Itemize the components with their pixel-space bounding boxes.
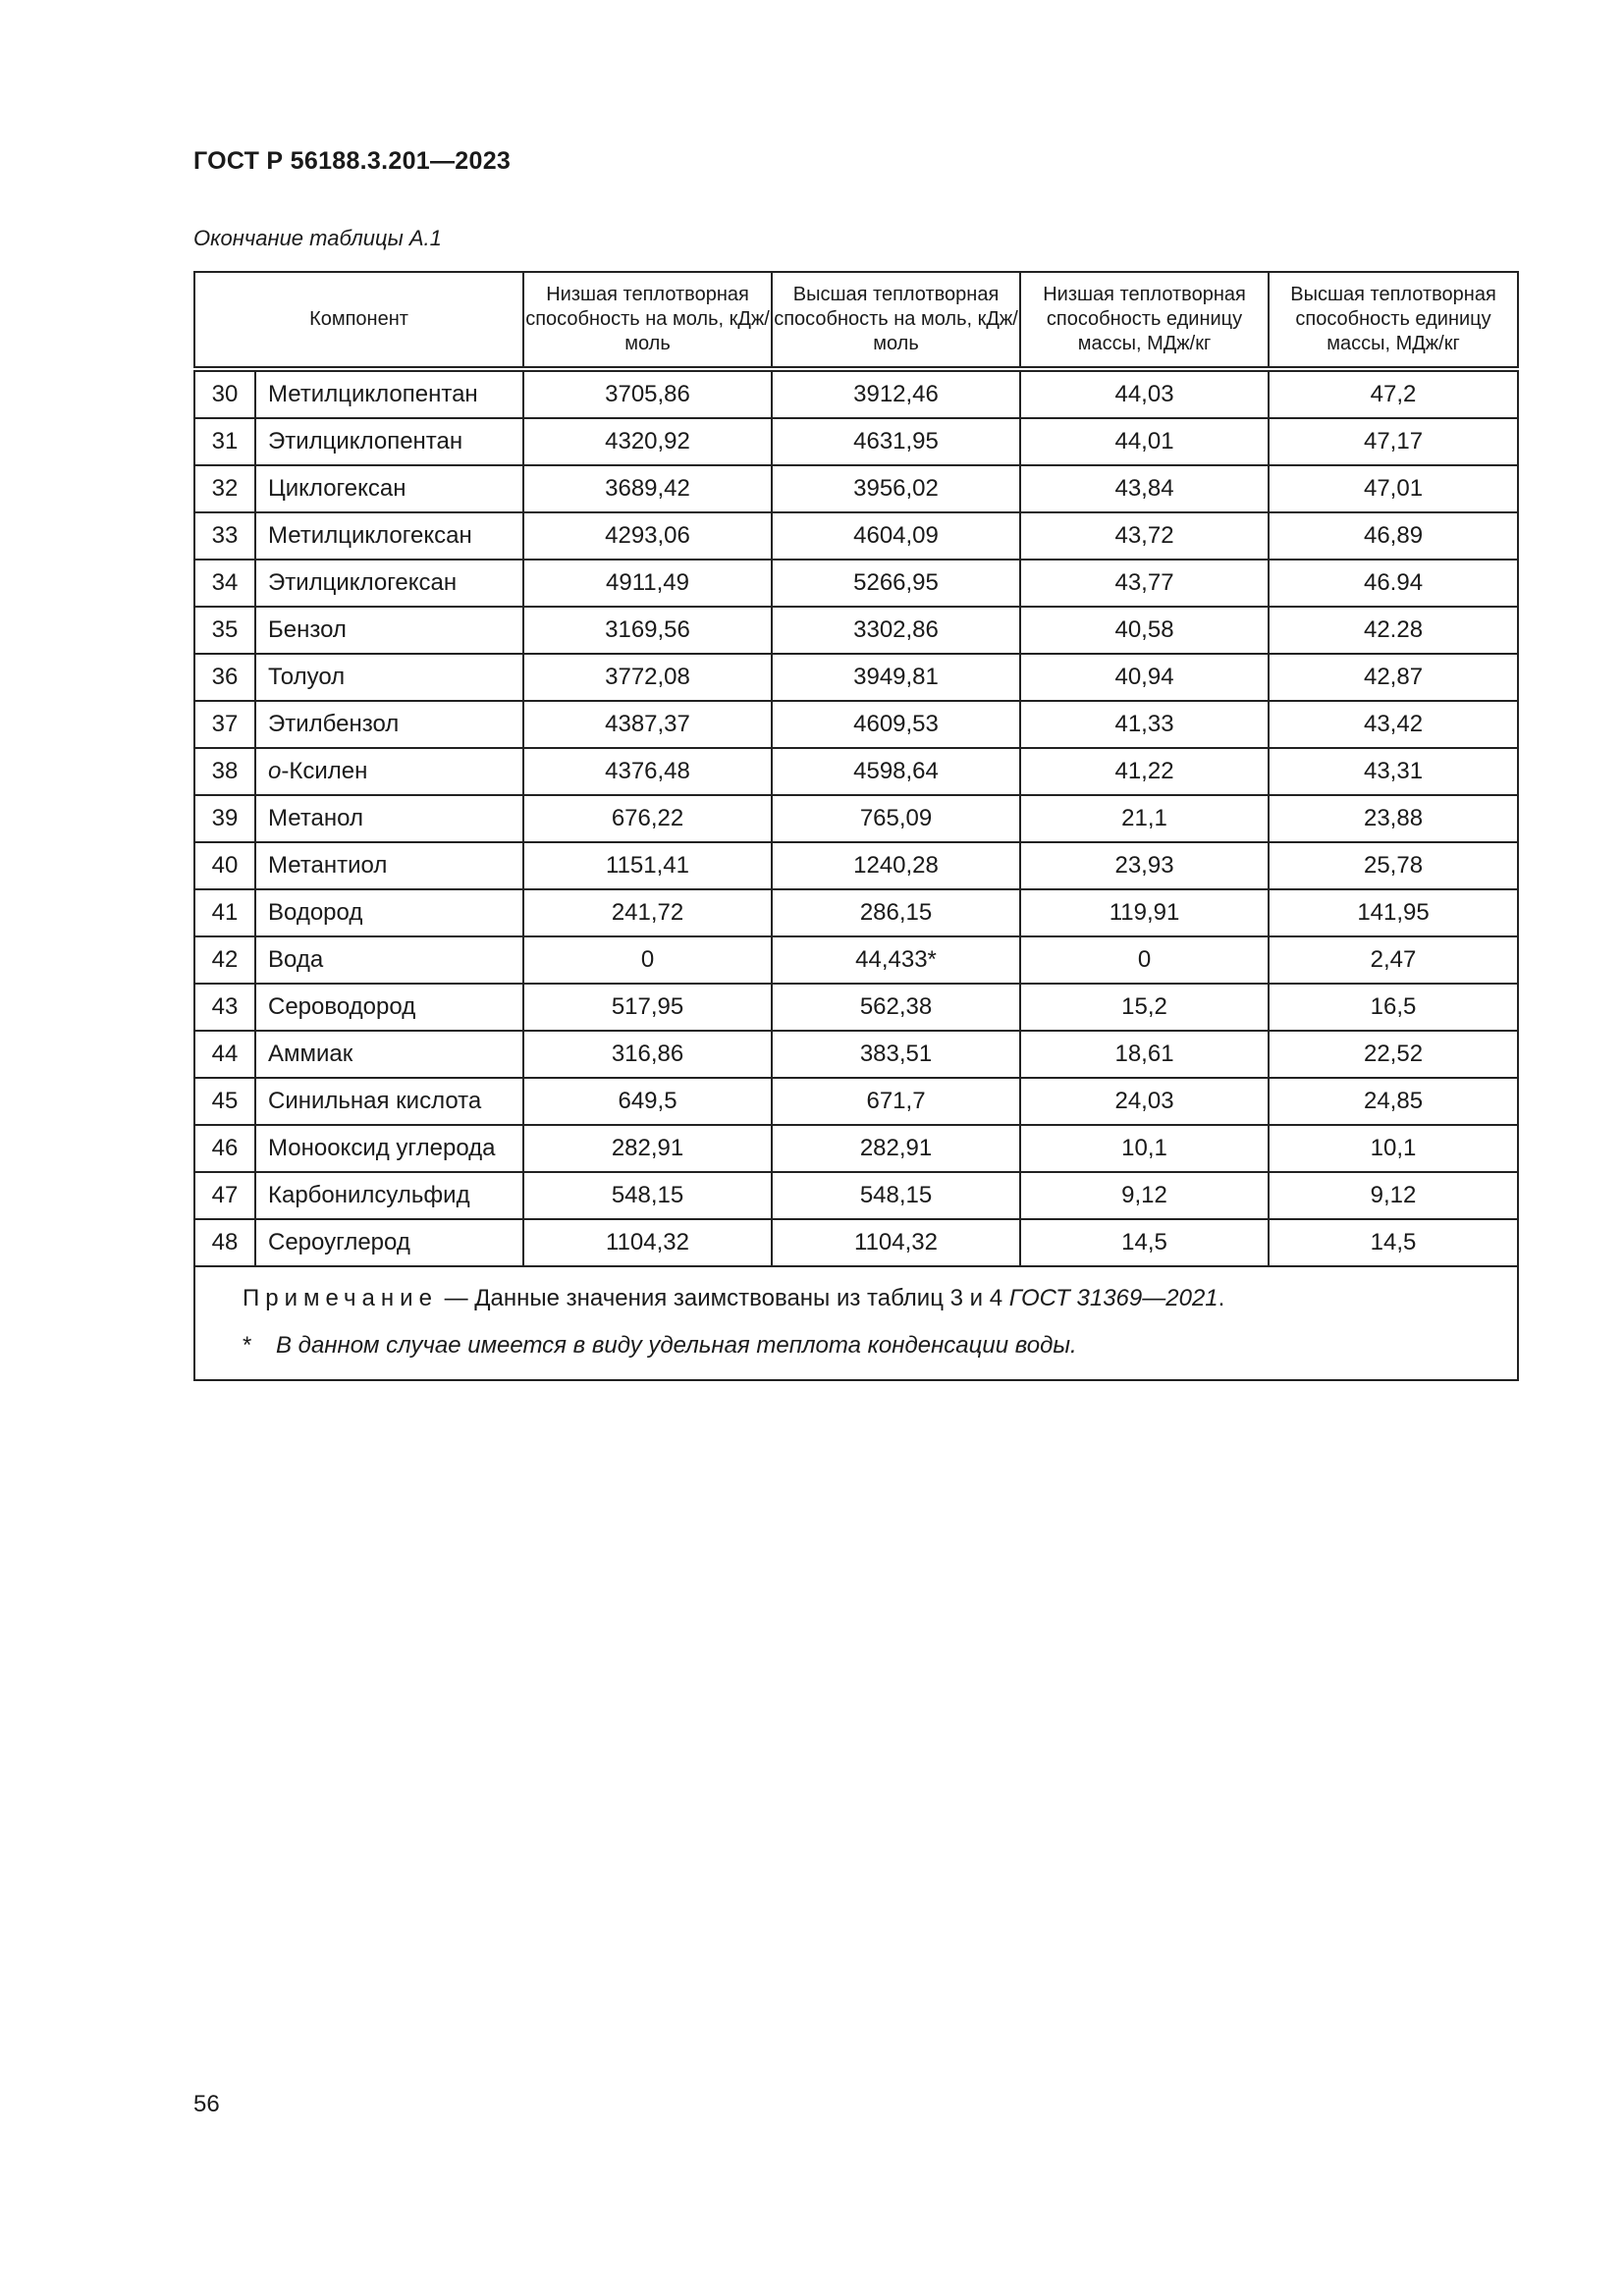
higher-molar-value: 3302,86 <box>772 607 1020 654</box>
table-row <box>194 1078 1518 1125</box>
footnote-mark: * <box>243 1332 252 1359</box>
lower-molar-value: 4320,92 <box>523 418 772 465</box>
higher-molar-value: 44,433* <box>772 936 1020 984</box>
lower-molar-value: 517,95 <box>523 984 772 1031</box>
lower-mass-value: 43,77 <box>1020 560 1269 607</box>
component-name: Метантиол <box>255 842 523 889</box>
lower-mass-value: 44,01 <box>1020 418 1269 465</box>
lower-molar-value: 241,72 <box>523 889 772 936</box>
lower-molar-value: 3689,42 <box>523 465 772 512</box>
component-name: Аммиак <box>255 1031 523 1078</box>
table-row <box>194 418 1518 465</box>
table-row <box>194 1219 1518 1266</box>
row-number: 48 <box>194 1219 255 1266</box>
header-lower-mass: Низшая теплотворная способность единицу массы, МДж/кг <box>1020 272 1269 369</box>
lower-mass-value: 23,93 <box>1020 842 1269 889</box>
note-end: . <box>1218 1285 1225 1311</box>
higher-mass-value: 43,31 <box>1269 748 1518 795</box>
component-name: Бензол <box>255 607 523 654</box>
table-header-row <box>194 272 1518 369</box>
lower-mass-value: 0 <box>1020 936 1269 984</box>
component-name: Сероуглерод <box>255 1219 523 1266</box>
component-name-text: -Ксилен <box>281 758 368 784</box>
higher-molar-value: 286,15 <box>772 889 1020 936</box>
higher-mass-value: 47,01 <box>1269 465 1518 512</box>
component-name: Карбонилсульфид <box>255 1172 523 1219</box>
lower-mass-value: 18,61 <box>1020 1031 1269 1078</box>
lower-molar-value: 4293,06 <box>523 512 772 560</box>
lower-molar-value: 0 <box>523 936 772 984</box>
table-note-row <box>194 1266 1518 1380</box>
note-line <box>243 1275 1517 1322</box>
higher-molar-value: 3949,81 <box>772 654 1020 701</box>
component-name: Циклогексан <box>255 465 523 512</box>
component-name: Водород <box>255 889 523 936</box>
header-lower-molar: Низшая теплотворная способность на моль, кДж/моль <box>523 272 772 369</box>
table-row <box>194 795 1518 842</box>
lower-mass-value: 43,72 <box>1020 512 1269 560</box>
table-row <box>194 748 1518 795</box>
table-row <box>194 842 1518 889</box>
lower-molar-value: 3705,86 <box>523 369 772 418</box>
row-number: 34 <box>194 560 255 607</box>
row-number: 37 <box>194 701 255 748</box>
higher-mass-value: 47,17 <box>1269 418 1518 465</box>
higher-mass-value: 42.28 <box>1269 607 1518 654</box>
lower-mass-value: 40,58 <box>1020 607 1269 654</box>
note-text: — Данные значения заимствованы из таблиц 3 и 4 <box>437 1285 1009 1311</box>
higher-molar-value: 1104,32 <box>772 1219 1020 1266</box>
higher-molar-value: 4609,53 <box>772 701 1020 748</box>
row-number: 31 <box>194 418 255 465</box>
lower-mass-value: 44,03 <box>1020 369 1269 418</box>
lower-molar-value: 1104,32 <box>523 1219 772 1266</box>
data-table <box>193 271 1519 1381</box>
component-name: Этилциклогексан <box>255 560 523 607</box>
table-caption: Окончание таблицы А.1 <box>193 226 442 250</box>
component-name: Этилциклопентан <box>255 418 523 465</box>
higher-molar-value: 4631,95 <box>772 418 1020 465</box>
higher-molar-value: 562,38 <box>772 984 1020 1031</box>
lower-molar-value: 4387,37 <box>523 701 772 748</box>
lower-mass-value: 15,2 <box>1020 984 1269 1031</box>
higher-mass-value: 46.94 <box>1269 560 1518 607</box>
component-name: Толуол <box>255 654 523 701</box>
component-name: Вода <box>255 936 523 984</box>
row-number: 41 <box>194 889 255 936</box>
lower-molar-value: 649,5 <box>523 1078 772 1125</box>
lower-molar-value: 4376,48 <box>523 748 772 795</box>
table-note <box>194 1266 1518 1380</box>
row-number: 45 <box>194 1078 255 1125</box>
higher-molar-value: 1240,28 <box>772 842 1020 889</box>
higher-molar-value: 4604,09 <box>772 512 1020 560</box>
lower-molar-value: 316,86 <box>523 1031 772 1078</box>
note-label: Примечание <box>243 1285 438 1311</box>
table-row <box>194 369 1518 418</box>
row-number: 35 <box>194 607 255 654</box>
row-number: 30 <box>194 369 255 418</box>
higher-mass-value: 46,89 <box>1269 512 1518 560</box>
lower-molar-value: 282,91 <box>523 1125 772 1172</box>
table-row <box>194 654 1518 701</box>
higher-mass-value: 24,85 <box>1269 1078 1518 1125</box>
lower-mass-value: 119,91 <box>1020 889 1269 936</box>
row-number: 44 <box>194 1031 255 1078</box>
component-name <box>255 748 523 795</box>
higher-molar-value: 3912,46 <box>772 369 1020 418</box>
component-name: Метилциклогексан <box>255 512 523 560</box>
row-number: 46 <box>194 1125 255 1172</box>
component-name: Этилбензол <box>255 701 523 748</box>
lower-molar-value: 548,15 <box>523 1172 772 1219</box>
header-component: Компонент <box>194 272 523 369</box>
higher-mass-value: 47,2 <box>1269 369 1518 418</box>
row-number: 42 <box>194 936 255 984</box>
table-body <box>194 369 1518 1266</box>
row-number: 40 <box>194 842 255 889</box>
row-number: 38 <box>194 748 255 795</box>
header-higher-mass: Высшая теплотворная способность единицу массы, МДж/кг <box>1269 272 1518 369</box>
lower-molar-value: 1151,41 <box>523 842 772 889</box>
header-higher-molar: Высшая теплотворная способность на моль, кДж/моль <box>772 272 1020 369</box>
lower-molar-value: 676,22 <box>523 795 772 842</box>
component-name: Сероводород <box>255 984 523 1031</box>
higher-molar-value: 383,51 <box>772 1031 1020 1078</box>
component-name: Метилциклопентан <box>255 369 523 418</box>
lower-molar-value: 3772,08 <box>523 654 772 701</box>
higher-mass-value: 23,88 <box>1269 795 1518 842</box>
table-row <box>194 1031 1518 1078</box>
row-number: 32 <box>194 465 255 512</box>
lower-mass-value: 43,84 <box>1020 465 1269 512</box>
higher-mass-value: 9,12 <box>1269 1172 1518 1219</box>
row-number: 47 <box>194 1172 255 1219</box>
lower-mass-value: 9,12 <box>1020 1172 1269 1219</box>
higher-mass-value: 43,42 <box>1269 701 1518 748</box>
higher-molar-value: 548,15 <box>772 1172 1020 1219</box>
footnote-line <box>243 1322 1517 1369</box>
lower-mass-value: 40,94 <box>1020 654 1269 701</box>
page-number: 56 <box>193 2091 220 2117</box>
higher-molar-value: 3956,02 <box>772 465 1020 512</box>
lower-molar-value: 3169,56 <box>523 607 772 654</box>
higher-mass-value: 2,47 <box>1269 936 1518 984</box>
table-row <box>194 512 1518 560</box>
higher-molar-value: 671,7 <box>772 1078 1020 1125</box>
row-number: 36 <box>194 654 255 701</box>
higher-mass-value: 14,5 <box>1269 1219 1518 1266</box>
table-row <box>194 984 1518 1031</box>
table-row <box>194 936 1518 984</box>
lower-mass-value: 10,1 <box>1020 1125 1269 1172</box>
lower-mass-value: 24,03 <box>1020 1078 1269 1125</box>
lower-mass-value: 41,22 <box>1020 748 1269 795</box>
row-number: 33 <box>194 512 255 560</box>
table-row <box>194 465 1518 512</box>
higher-molar-value: 4598,64 <box>772 748 1020 795</box>
footnote-text: В данном случае имеется в виду удельная теплота конденсации воды. <box>276 1332 1077 1359</box>
lower-molar-value: 4911,49 <box>523 560 772 607</box>
higher-mass-value: 42,87 <box>1269 654 1518 701</box>
table-row <box>194 607 1518 654</box>
document-title: ГОСТ Р 56188.3.201—2023 <box>193 147 512 175</box>
component-name-prefix: о <box>268 758 282 784</box>
row-number: 43 <box>194 984 255 1031</box>
higher-molar-value: 5266,95 <box>772 560 1020 607</box>
higher-mass-value: 141,95 <box>1269 889 1518 936</box>
note-reference: ГОСТ 31369—2021 <box>1008 1285 1218 1311</box>
lower-mass-value: 21,1 <box>1020 795 1269 842</box>
higher-molar-value: 765,09 <box>772 795 1020 842</box>
row-number: 39 <box>194 795 255 842</box>
table-row <box>194 889 1518 936</box>
higher-mass-value: 10,1 <box>1269 1125 1518 1172</box>
table-row <box>194 1125 1518 1172</box>
table-row <box>194 701 1518 748</box>
component-name: Метанол <box>255 795 523 842</box>
component-name: Синильная кислота <box>255 1078 523 1125</box>
component-name: Монооксид углерода <box>255 1125 523 1172</box>
higher-molar-value: 282,91 <box>772 1125 1020 1172</box>
higher-mass-value: 16,5 <box>1269 984 1518 1031</box>
higher-mass-value: 25,78 <box>1269 842 1518 889</box>
table-row <box>194 1172 1518 1219</box>
higher-mass-value: 22,52 <box>1269 1031 1518 1078</box>
table-row <box>194 560 1518 607</box>
lower-mass-value: 41,33 <box>1020 701 1269 748</box>
lower-mass-value: 14,5 <box>1020 1219 1269 1266</box>
